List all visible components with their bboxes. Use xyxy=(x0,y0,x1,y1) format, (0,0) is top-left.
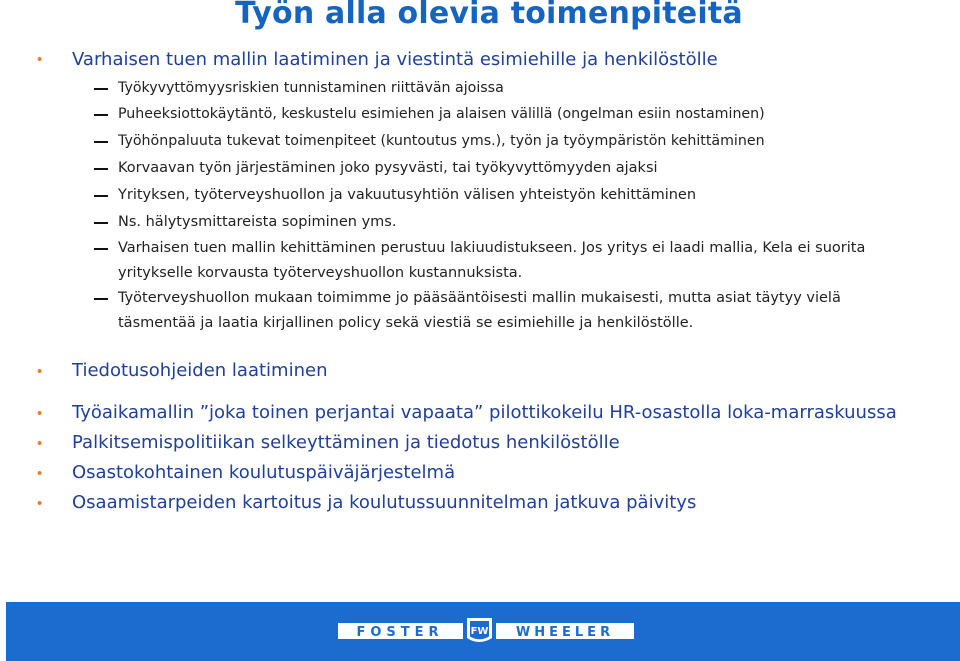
logo-mark: FW xyxy=(470,626,489,637)
sub-bullet-3: Työhönpaluuta tukevat toimenpiteet (kuntoutus yms.), työn ja työympäristön kehittäminen xyxy=(118,133,765,149)
sub-bullet-2: Puheeksiottokäytäntö, keskustelu esimiehen ja alaisen välillä (ongelman esiin nostaminen) xyxy=(118,106,765,122)
dash-icon xyxy=(94,298,108,300)
sub-bullet-8: Työterveyshuollon mukaan toimimme jo pääsääntöisesti mallin mukaisesti, mutta asiat täytyy vielä täsmentää ja laatia kirjallinen policy sekä viestiä se esimiehille ja henkilöstölle. xyxy=(118,290,841,331)
bullet-icon: • xyxy=(37,435,43,452)
logo-text-left: FOSTER xyxy=(356,625,444,640)
main-bullet-5: Osastokohtainen koulutuspäiväjärjestelmä xyxy=(72,462,456,483)
bullet-icon: • xyxy=(37,495,43,512)
dash-icon xyxy=(94,88,108,90)
dash-icon xyxy=(94,114,108,116)
foster-wheeler-logo xyxy=(338,616,634,646)
bullet-icon: • xyxy=(37,51,43,68)
main-bullet-2: Tiedotusohjeiden laatiminen xyxy=(72,360,328,381)
sub-bullet-1: Työkyvyttömyysriskien tunnistaminen riittävän ajoissa xyxy=(118,80,504,96)
dash-icon xyxy=(94,141,108,143)
main-bullet-4: Palkitsemispolitiikan selkeyttäminen ja tiedotus henkilöstölle xyxy=(72,432,620,453)
main-bullet-1: Varhaisen tuen mallin laatiminen ja viestintä esimiehille ja henkilöstölle xyxy=(72,49,718,70)
dash-icon xyxy=(94,222,108,224)
dash-icon xyxy=(94,195,108,197)
sub-bullet-7: Varhaisen tuen mallin kehittäminen perustuu lakiuudistukseen. Jos yritys ei laadi mallia, Kela ei suorita yritykselle korvausta työterveyshuollon kustannuksista. xyxy=(118,240,866,281)
sub-bullet-6: Ns. hälytysmittareista sopiminen yms. xyxy=(118,214,397,230)
sub-bullet-4: Korvaavan työn järjestäminen joko pysyvästi, tai työkyvyttömyyden ajaksi xyxy=(118,160,658,176)
bullet-icon: • xyxy=(37,363,43,380)
dash-icon xyxy=(94,168,108,170)
main-bullet-6: Osaamistarpeiden kartoitus ja koulutussuunnitelman jatkuva päivitys xyxy=(72,492,697,513)
bullet-icon: • xyxy=(37,405,43,422)
dash-icon xyxy=(94,248,108,250)
sub-bullet-5: Yrityksen, työterveyshuollon ja vakuutusyhtiön välisen yhteistyön kehittäminen xyxy=(118,187,697,203)
logo-text-right: WHEELER xyxy=(515,625,615,640)
bullet-icon: • xyxy=(37,465,43,482)
page-title: Työn alla olevia toimenpiteitä xyxy=(235,0,743,31)
main-bullet-3: Työaikamallin ”joka toinen perjantai vapaata” pilottikokeilu HR-osastolla loka-marraskuussa xyxy=(72,402,897,423)
